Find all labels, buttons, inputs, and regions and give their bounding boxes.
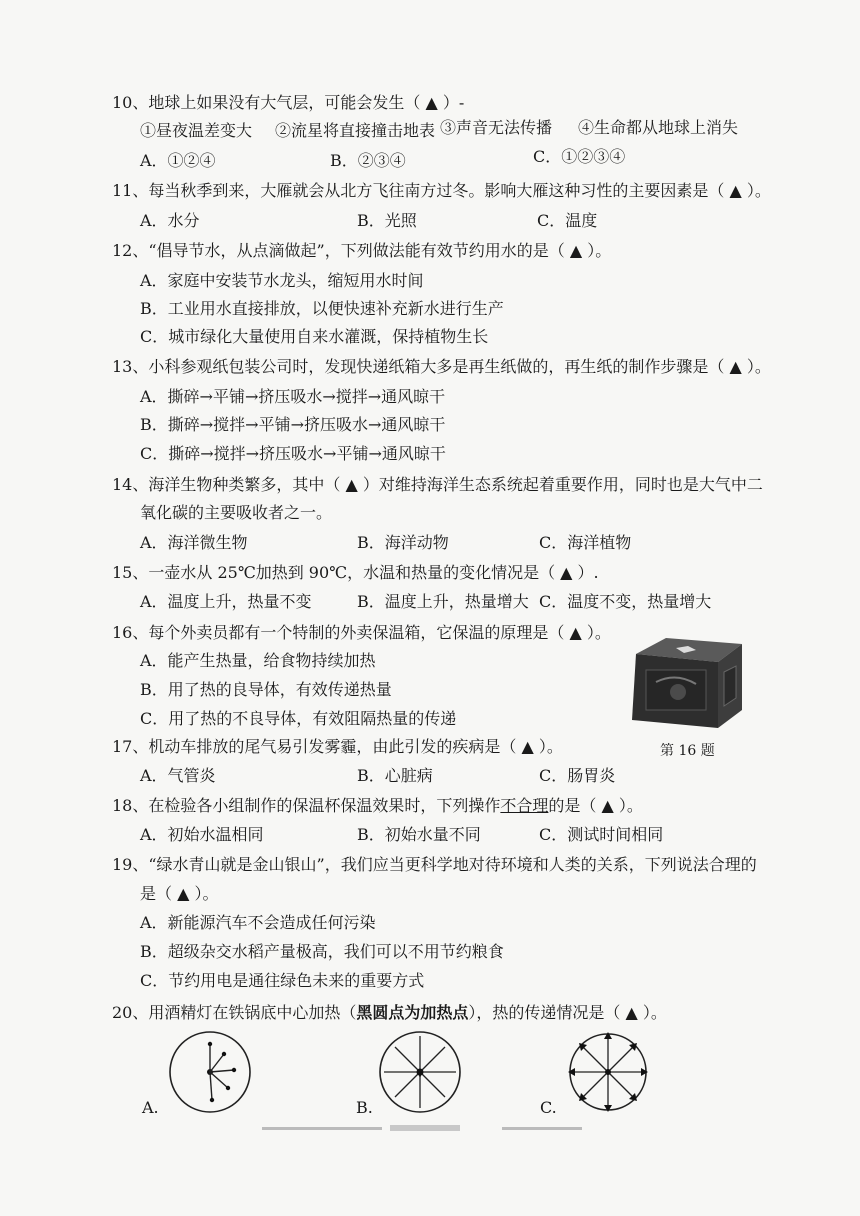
option-a: A．能产生热量，给食物持续加热: [140, 651, 376, 670]
question-number: 17、: [112, 737, 149, 756]
option-c: C．节约用电是通往绿色未来的重要方式: [140, 971, 425, 990]
option-c: C．①②③④: [533, 147, 626, 166]
figure-caption: 第 16 题: [660, 743, 715, 759]
option-a: A．初始水温相同: [140, 825, 264, 844]
question-text: 每当秋季到来，大雁就会从北方飞往南方过冬。影响大雁这种习性的主要因素是（ ▲ ）。: [148, 181, 771, 200]
question-number: 12、: [112, 241, 149, 260]
option-a: A．①②④: [140, 151, 216, 170]
question-10: [112, 92, 464, 114]
question-number: 11、: [112, 181, 149, 200]
statement-1: ①昼夜温差变大: [140, 121, 253, 140]
question-17: [112, 736, 563, 758]
diagram-c-heat-arrows: [566, 1030, 650, 1114]
question-text: 每个外卖员都有一个特制的外卖保温箱，它保温的原理是（ ▲ ）。: [148, 623, 611, 642]
option-c: C．城市绿化大量使用自来水灌溉，保持植物生长: [140, 327, 489, 346]
question-text: 在检验各小组制作的保温杯保温效果时，下列操作: [148, 796, 501, 815]
question-12: [112, 240, 611, 262]
question-number: 10、: [112, 93, 149, 112]
question-16: [112, 622, 611, 644]
question-text: 海洋生物种类繁多，其中（ ▲ ）对维持海洋生态系统起着重要作用，同时也是大气中二: [148, 475, 763, 494]
option-b: B．海洋动物: [357, 533, 449, 552]
question-text: 机动车排放的尾气易引发雾霾，由此引发的疾病是（ ▲ ）。: [148, 737, 563, 756]
question-13: [112, 356, 771, 378]
option-a: A．海洋微生物: [140, 533, 248, 552]
question-15: [112, 562, 599, 584]
question-19: [112, 854, 757, 876]
insulated-delivery-box-icon: [626, 632, 746, 732]
question-text: “倡导节水，从点滴做起”，下列做法能有效节约用水的是（ ▲ ）。: [148, 241, 612, 260]
option-b: B．超级杂交水稻产量极高，我们可以不用节约粮食: [140, 942, 504, 961]
question-number: 14、: [112, 475, 149, 494]
option-b: B．温度上升，热量增大: [357, 592, 529, 611]
question-number: 13、: [112, 357, 149, 376]
question-20: [112, 1002, 667, 1024]
question-text-end: ），热的传递情况是（ ▲ ）。: [468, 1003, 667, 1022]
option-c: C．肠胃炎: [539, 766, 616, 785]
option-c: C．温度: [537, 211, 598, 230]
option-c: C．海洋植物: [539, 533, 632, 552]
option-b: B．②③④: [330, 151, 406, 170]
question-11: [112, 180, 771, 202]
statement-4: ④生命都从地球上消失: [578, 118, 739, 137]
question-number: 19、: [112, 855, 149, 874]
option-a: A．撕碎→平铺→挤压吸水→搅拌→通风晾干: [140, 387, 446, 406]
option-b: B．初始水量不同: [357, 825, 481, 844]
question-number: 18、: [112, 796, 149, 815]
option-c: C．测试时间相同: [539, 825, 664, 844]
statement-3: ③声音无法传播: [440, 118, 553, 137]
option-b: B．光照: [357, 211, 417, 230]
question-text: 用酒精灯在铁锅底中心加热（: [148, 1003, 357, 1022]
option-b: B．心脏病: [357, 766, 433, 785]
option-b: B．工业用水直接排放，以便快速补充新水进行生产: [140, 299, 504, 318]
option-a: A．新能源汽车不会造成任何污染: [140, 913, 376, 932]
option-c: C．温度不变，热量增大: [539, 592, 712, 611]
option-c: C．撕碎→搅拌→挤压吸水→平铺→通风晾干: [140, 444, 446, 463]
question-number: 15、: [112, 563, 149, 582]
diagram-b-heat-arrows: [378, 1030, 462, 1114]
page-footer-smudge: [262, 1122, 602, 1139]
option-a: A．水分: [140, 211, 200, 230]
option-b: B.: [356, 1098, 373, 1117]
question-number: 20、: [112, 1003, 149, 1022]
question-14-continued: 氧化碳的主要吸收者之一。: [140, 503, 333, 522]
question-14: [112, 474, 763, 496]
option-c: C．用了热的不良导体，有效阻隔热量的传递: [140, 709, 457, 728]
emphasized-text: 黑圆点为加热点: [356, 1003, 469, 1022]
option-b: B．用了热的良导体，有效传递热量: [140, 680, 392, 699]
diagram-a-heat-arrows: [168, 1030, 252, 1114]
option-b: B．撕碎→搅拌→平铺→挤压吸水→通风晾干: [140, 415, 446, 434]
question-text-end: 的是（ ▲ ）。: [548, 796, 643, 815]
question-19-continued: 是（ ▲ ）。: [140, 884, 219, 903]
question-text: 一壶水从 25℃加热到 90℃，水温和热量的变化情况是（ ▲ ）.: [148, 563, 599, 582]
option-c: C.: [540, 1098, 557, 1117]
option-a: A．温度上升，热量不变: [140, 592, 312, 611]
option-a: A.: [142, 1098, 159, 1117]
emphasized-text: 不合理: [500, 796, 549, 815]
option-a: A．家庭中安装节水龙头，缩短用水时间: [140, 271, 424, 290]
question-text: 小科参观纸包装公司时，发现快递纸箱大多是再生纸做的，再生纸的制作步骤是（ ▲ ）。: [148, 357, 771, 376]
question-text: 地球上如果没有大气层，可能会发生（ ▲ ）-: [148, 93, 465, 112]
question-text: “绿水青山就是金山银山”，我们应当更科学地对待环境和人类的关系，下列说法合理的: [148, 855, 757, 874]
question-number: 16、: [112, 623, 149, 642]
question-18: [112, 795, 643, 817]
option-a: A．气管炎: [140, 766, 216, 785]
statement-2: ②流星将直接撞击地表: [275, 121, 436, 140]
